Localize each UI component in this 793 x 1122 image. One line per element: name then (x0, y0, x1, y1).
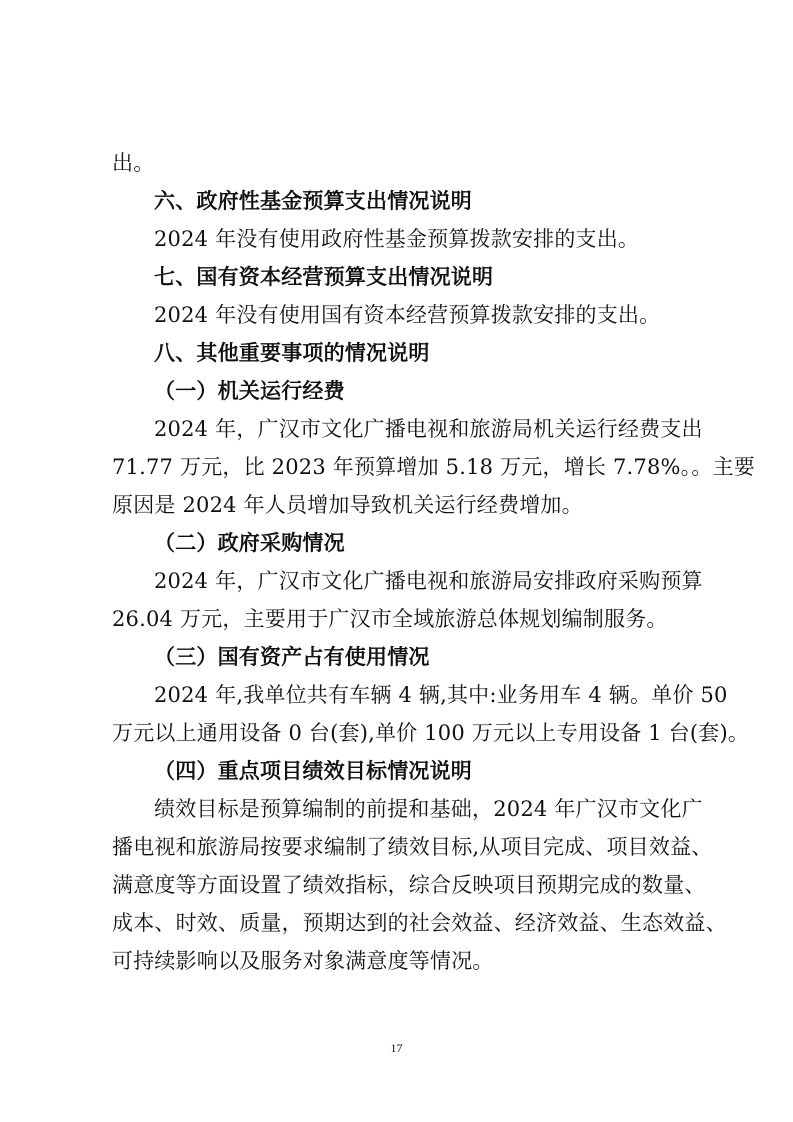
paragraph-line: 可持续影响以及服务对象满意度等情况。 (112, 949, 494, 973)
paragraph-line: 播电视和旅游局按要求编制了绩效目标,从项目完成、项目效益、 (112, 835, 713, 859)
subsection-heading-2: （二）政府采购情况 (154, 530, 345, 555)
subsection-heading-3: （三）国有资产占有使用情况 (154, 644, 430, 669)
paragraph-continuation: 出。 (112, 151, 155, 175)
paragraph-line: 原因是 2024 年人员增加导致机关运行经费增加。 (112, 493, 583, 517)
section-heading-8: 八、其他重要事项的情况说明 (154, 340, 430, 365)
paragraph-line: 满意度等方面设置了绩效指标，综合反映项目预期完成的数量、 (112, 873, 706, 897)
subsection-heading-4: （四）重点项目绩效目标情况说明 (154, 758, 472, 783)
paragraph-line: 2024 年没有使用国有资本经营预算拨款安排的支出。 (154, 303, 661, 327)
paragraph-line: 2024 年没有使用政府性基金预算拨款安排的支出。 (154, 227, 640, 251)
paragraph-line: 2024 年，广汉市文化广播电视和旅游局安排政府采购预算 (154, 569, 703, 593)
paragraph-line: 2024 年，广汉市文化广播电视和旅游局机关运行经费支出 (154, 417, 703, 441)
page-number: 17 (390, 1041, 403, 1055)
paragraph-line: 绩效目标是预算编制的前提和基础，2024 年广汉市文化广 (154, 797, 703, 821)
paragraph-line: 71.77 万元，比 2023 年预算增加 5.18 万元，增长 7.78%。。主要 (112, 455, 755, 479)
paragraph-line: 万元以上通用设备 0 台(套),单价 100 万元以上专用设备 1 台(套)。 (112, 721, 750, 745)
paragraph-line: 2024 年,我单位共有车辆 4 辆,其中:业务用车 4 辆。单价 50 (154, 683, 728, 707)
section-heading-6: 六、政府性基金预算支出情况说明 (154, 188, 472, 213)
subsection-heading-1: （一）机关运行经费 (154, 378, 345, 403)
paragraph-line: 成本、时效、质量，预期达到的社会效益、经济效益、生态效益、 (112, 911, 727, 935)
section-heading-7: 七、国有资本经营预算支出情况说明 (154, 264, 494, 289)
paragraph-line: 26.04 万元，主要用于广汉市全域旅游总体规划编制服务。 (112, 607, 668, 631)
